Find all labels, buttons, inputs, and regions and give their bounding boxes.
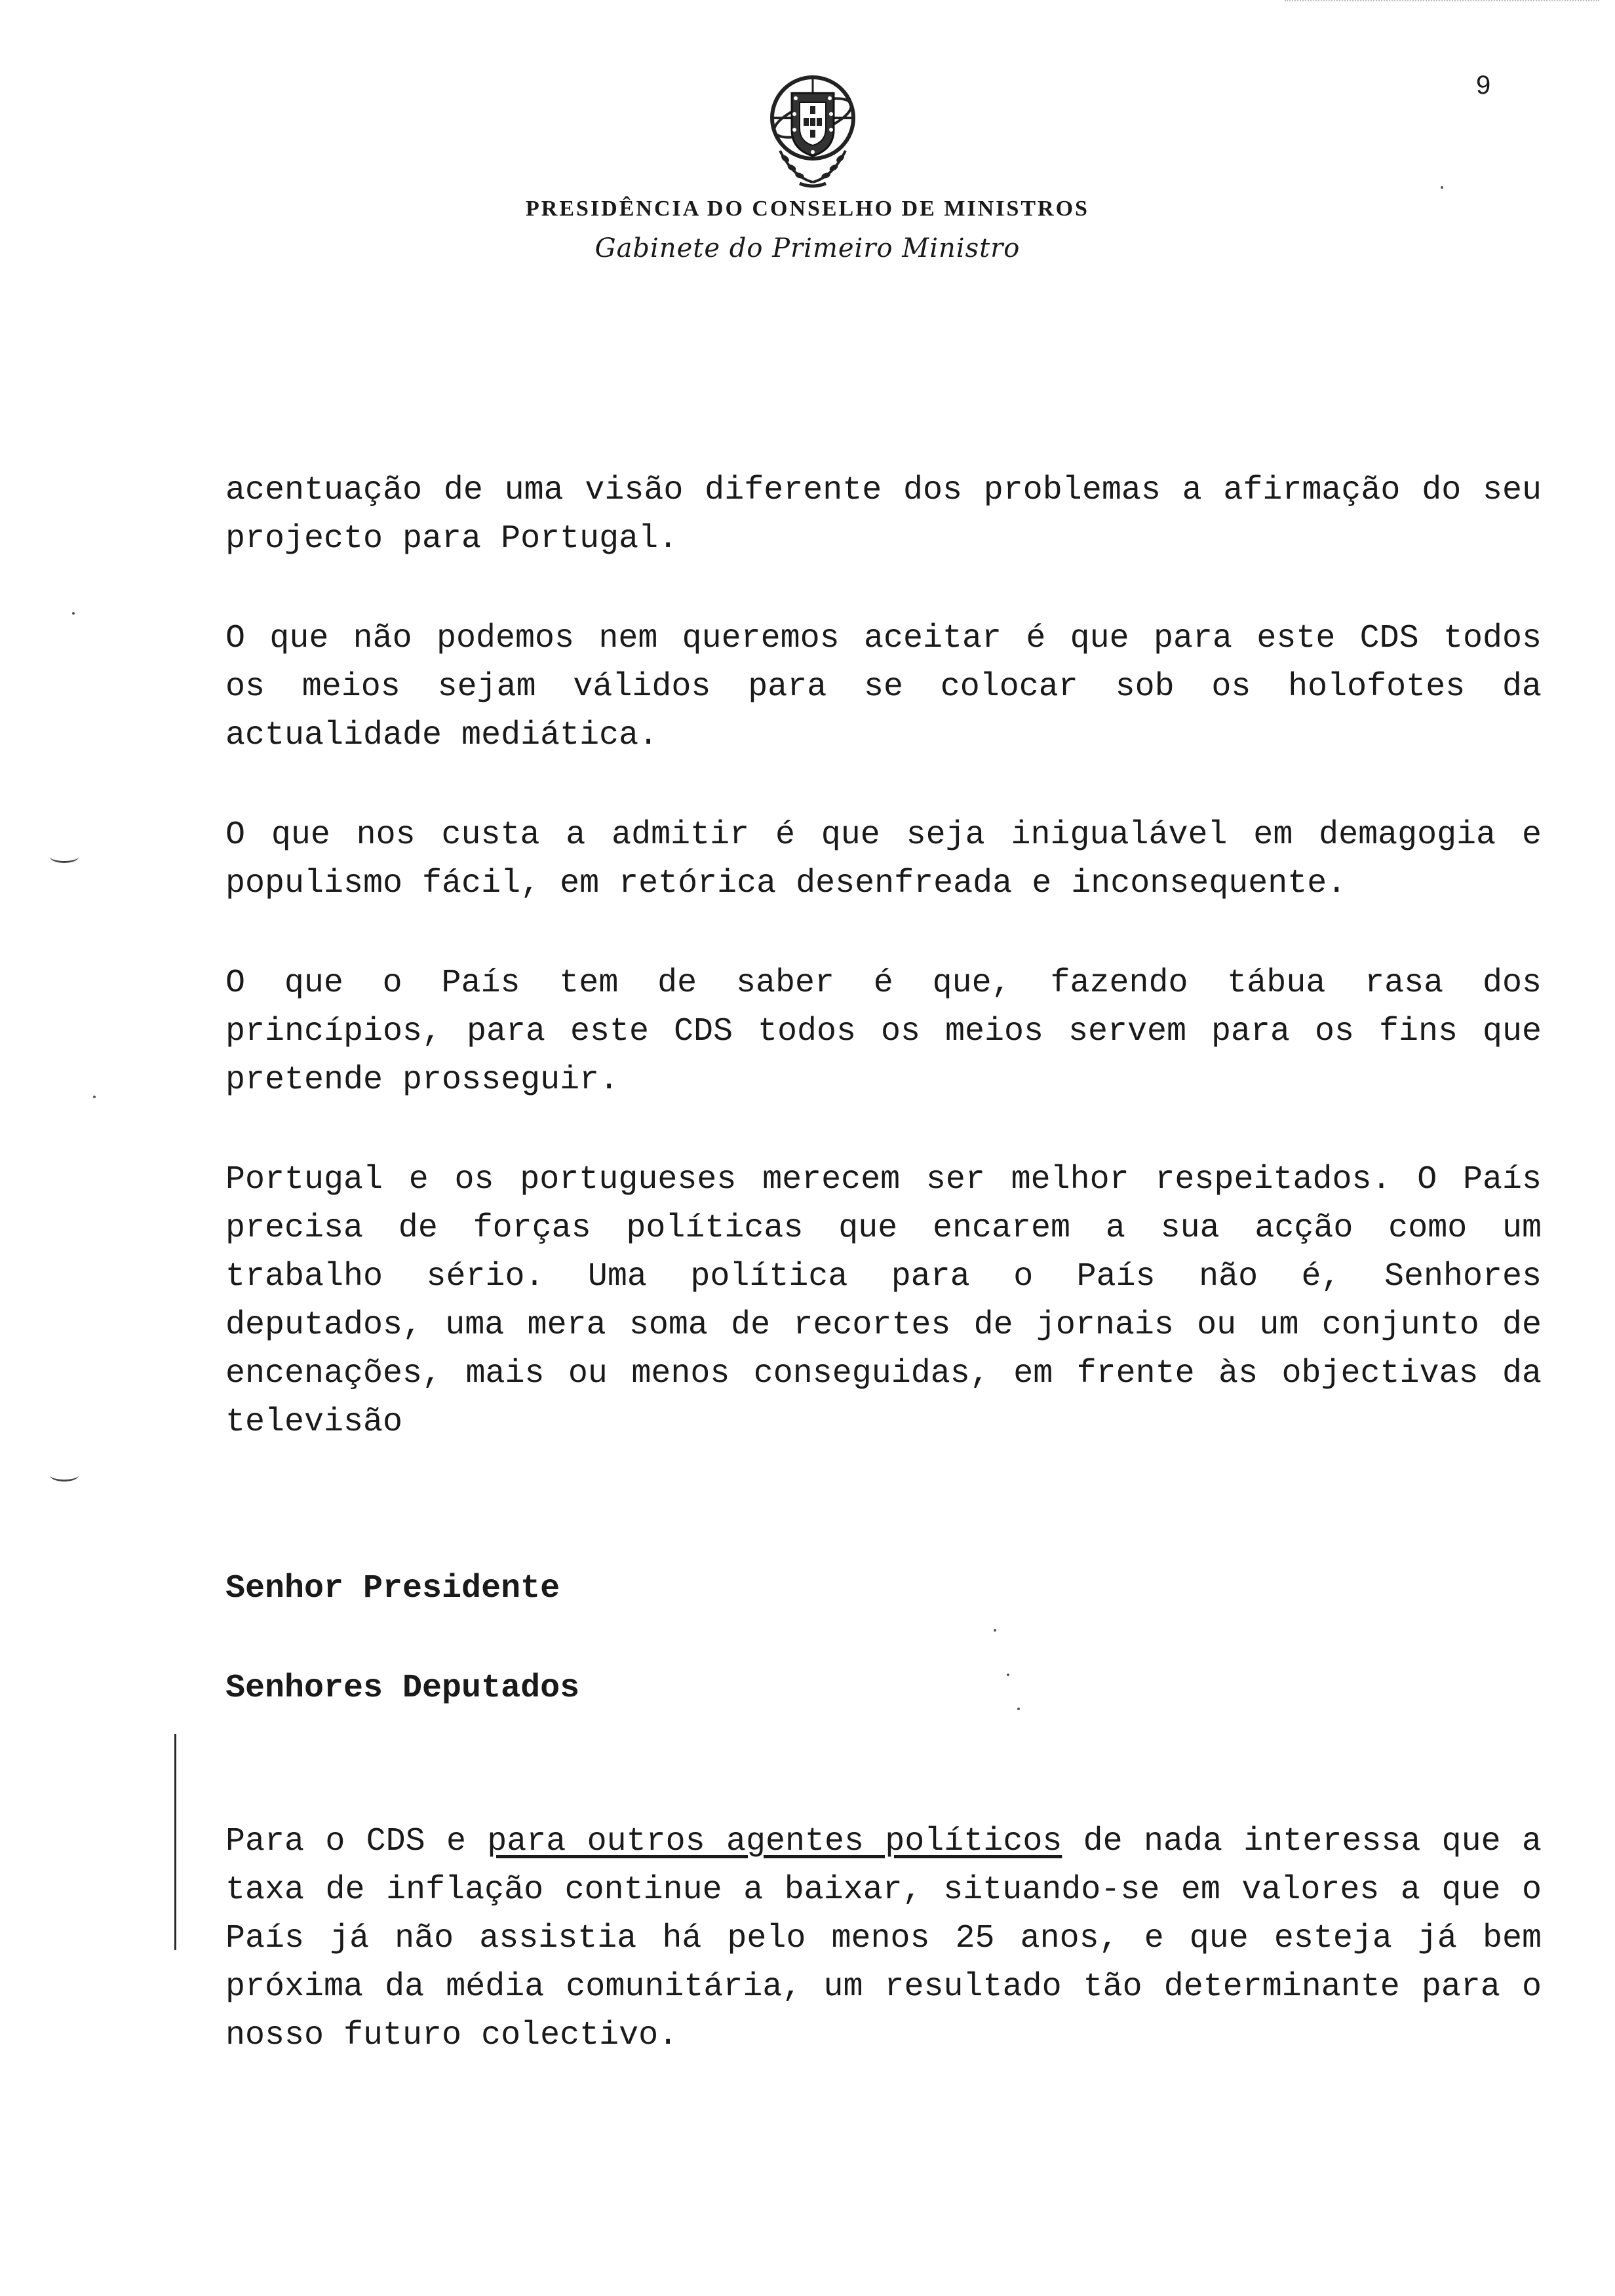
salutation: [225, 1565, 1542, 1713]
final-paragraph: [225, 1818, 1542, 2060]
paragraph: O que nos custa a admitir é que seja inigualável em demagogia e populismo fácil, em retórica desenfreada e inconsequente.: [225, 816, 1542, 902]
paragraph: O que o País tem de saber é que, fazendo tábua rasa dos princípios, para este CDS todos os meios servem para os fins que pretende prosseguir.: [225, 965, 1542, 1099]
scan-artifact-dot: [93, 1096, 96, 1098]
scan-artifact-dot: [1441, 186, 1443, 189]
final-paragraph-end: de nada interessa que a taxa de inflação continue a baixar, situando-se em valores a que o País já não assistia há pelo menos 25 anos, e que esteja já bem próxima da média comunitária, um resultado tão determinante para o nosso futuro colectivo.: [225, 1823, 1542, 2054]
office-name: Gabinete do Primeiro Ministro: [594, 233, 1021, 263]
portuguese-coat-of-arms-icon: [754, 59, 872, 190]
document-body: [225, 467, 1542, 2060]
institution-name: PRESIDÊNCIA DO CONSELHO DE MINISTROS: [526, 197, 1089, 221]
paragraph: acentuação de uma visão diferente dos problemas a afirmação do seu projecto para Portugal.: [225, 472, 1542, 558]
final-paragraph-start: Para o CDS e: [225, 1823, 488, 1860]
scan-artifact-dot: [994, 1629, 996, 1632]
paragraph: O que não podemos nem queremos aceitar é que para este CDS todos os meios sejam válidos para se colocar sob os holofotes da actualidade mediática.: [225, 620, 1542, 754]
paragraph: Portugal e os portugueses merecem ser melhor respeitados. O País precisa de forças políticas que encarem a sua acção como um trabalho sério. Uma política para o País não é, Senhores deputados, uma mera soma de recortes de jornais ou um conjunto de encenações, mais ou menos conseguidas, em frente às objectivas da televisão: [225, 1161, 1542, 1441]
margin-tick-mark: [50, 1469, 79, 1482]
scan-artifact-dot: [72, 612, 75, 615]
scan-artifact-dot: [1007, 1674, 1009, 1676]
scan-artifact-line: [1285, 0, 1599, 3]
margin-annotation-line: [174, 1734, 176, 1950]
page-number: 9: [1476, 71, 1491, 100]
scan-artifact-dot: [1017, 1708, 1020, 1710]
salutation-line: Senhor Presidente: [225, 1570, 560, 1607]
margin-tick-mark: [50, 851, 79, 863]
underlined-phrase: para outros agentes políticos: [487, 1823, 1062, 1860]
salutation-line: Senhores Deputados: [225, 1670, 580, 1707]
